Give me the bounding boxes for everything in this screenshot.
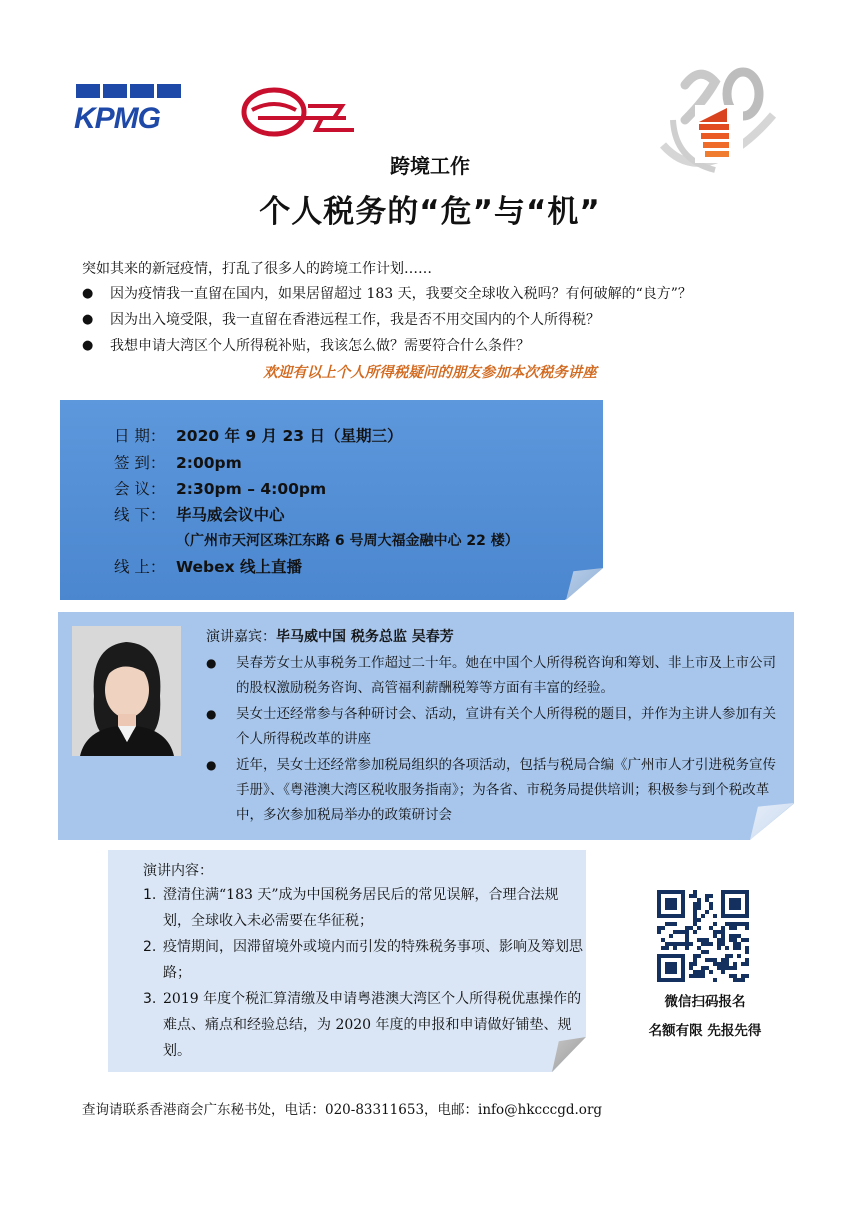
event-subtitle: 跨境工作 xyxy=(390,154,470,178)
speaker-label: 演讲嘉宾： xyxy=(206,629,276,645)
intro-lead: 突如其来的新冠疫情，打乱了很多人的跨境工作计划…… xyxy=(82,261,432,277)
hkc-chamber-logo xyxy=(238,84,362,140)
event-online-row xyxy=(114,555,302,577)
speaker-bio-item: ● 近年，吴女士还经常参加税局组织的各项活动，包括与税局合编《广州市人才引进税务宣传手册》、《粤港澳大湾区税收服务指南》；为各省、市税务局提供培训；积极参与到个税改革中，多次参加税局举办的政策研讨会 xyxy=(206,753,776,828)
offline-label: 线 下： xyxy=(114,506,166,524)
speaker-bio-item: ● 吴女士还经常参与各种研讨会、活动，宣讲有关个人所得税的题目，并作为主讲人参加有关个人所得税改革的讲座 xyxy=(206,702,776,752)
event-meeting-row xyxy=(114,477,326,499)
offline-address: （广州市天河区珠江东路 6 号周大福金融中心 22 楼） xyxy=(176,533,519,549)
talk-content-item: 2. 疫情期间，因滞留境外或境内而引发的特殊税务事项、影响及筹划思路； xyxy=(143,939,583,981)
question-item: ● 我想申请大湾区个人所得税补贴，我该怎么做？需要符合什么条件？ xyxy=(82,335,802,361)
date-label: 日 期： xyxy=(114,427,166,445)
checkin-value: 2:00pm xyxy=(176,454,242,472)
online-label: 线 上： xyxy=(114,558,166,576)
qr-caption: 微信扫码报名 xyxy=(664,994,746,1010)
event-title: 个人税务的“危”与“机” xyxy=(259,194,601,230)
checkin-label: 签 到： xyxy=(114,454,166,472)
kpmg-logo xyxy=(74,84,186,134)
kpmg-logo-boxes xyxy=(76,84,181,98)
meeting-label: 会 议： xyxy=(114,480,166,498)
wechat-qr-code[interactable] xyxy=(657,890,749,982)
date-value: 2020 年 9 月 23 日（星期三） xyxy=(176,427,403,445)
contact-footer: 查询请联系香港商会广东秘书处，电话：020-83311653，电邮：info@hkcccgd.org xyxy=(82,1102,603,1118)
kpmg-logo-wordmark: KPMG xyxy=(74,102,160,135)
intro-questions xyxy=(82,283,802,361)
limited-seats-note: 名额有限 先报先得 xyxy=(648,1023,762,1039)
speaker-photo xyxy=(72,626,181,756)
event-checkin-row xyxy=(114,451,242,473)
question-item: ● 因为疫情我一直留在国内，如果居留超过 183 天，我要交全球收入税吗？有何破解的“良方”？ xyxy=(82,283,802,309)
speaker-heading xyxy=(206,626,454,646)
offline-value: 毕马威会议中心 xyxy=(176,506,285,524)
talk-content-list xyxy=(143,882,583,1064)
meeting-value: 2:30pm – 4:00pm xyxy=(176,480,327,498)
speaker-name: 毕马威中国 税务总监 吴春芳 xyxy=(276,629,454,645)
question-item: ● 因为出入境受限，我一直留在香港远程工作，我是否不用交国内的个人所得税？ xyxy=(82,309,802,335)
talk-content-item: 1. 澄清住满“183 天”成为中国税务居民后的常见误解，合理合法规划，全球收入未必需要在华征税； xyxy=(143,887,559,929)
event-offline-row xyxy=(114,503,285,525)
welcome-line: 欢迎有以上个人所得税疑问的朋友参加本次税务讲座 xyxy=(263,364,597,381)
event-date-row xyxy=(114,424,402,446)
online-value: Webex 线上直播 xyxy=(176,558,303,576)
speaker-bio-item: ● 吴春芳女士从事税务工作超过二十年。她在中国个人所得税咨询和筹划、非上市及上市公司的股权激励税务咨询、高管福利薪酬税筹等方面有丰富的经验。 xyxy=(206,651,776,701)
speaker-bio-list xyxy=(206,651,776,829)
talk-content-item: 3. 2019 年度个税汇算清缴及申请粤港澳大湾区个人所得税优惠操作的难点、痛点和经验总结，为 2020 年度的申报和申请做好铺垫、规划。 xyxy=(143,991,582,1059)
talk-content-heading: 演讲内容： xyxy=(143,863,213,879)
